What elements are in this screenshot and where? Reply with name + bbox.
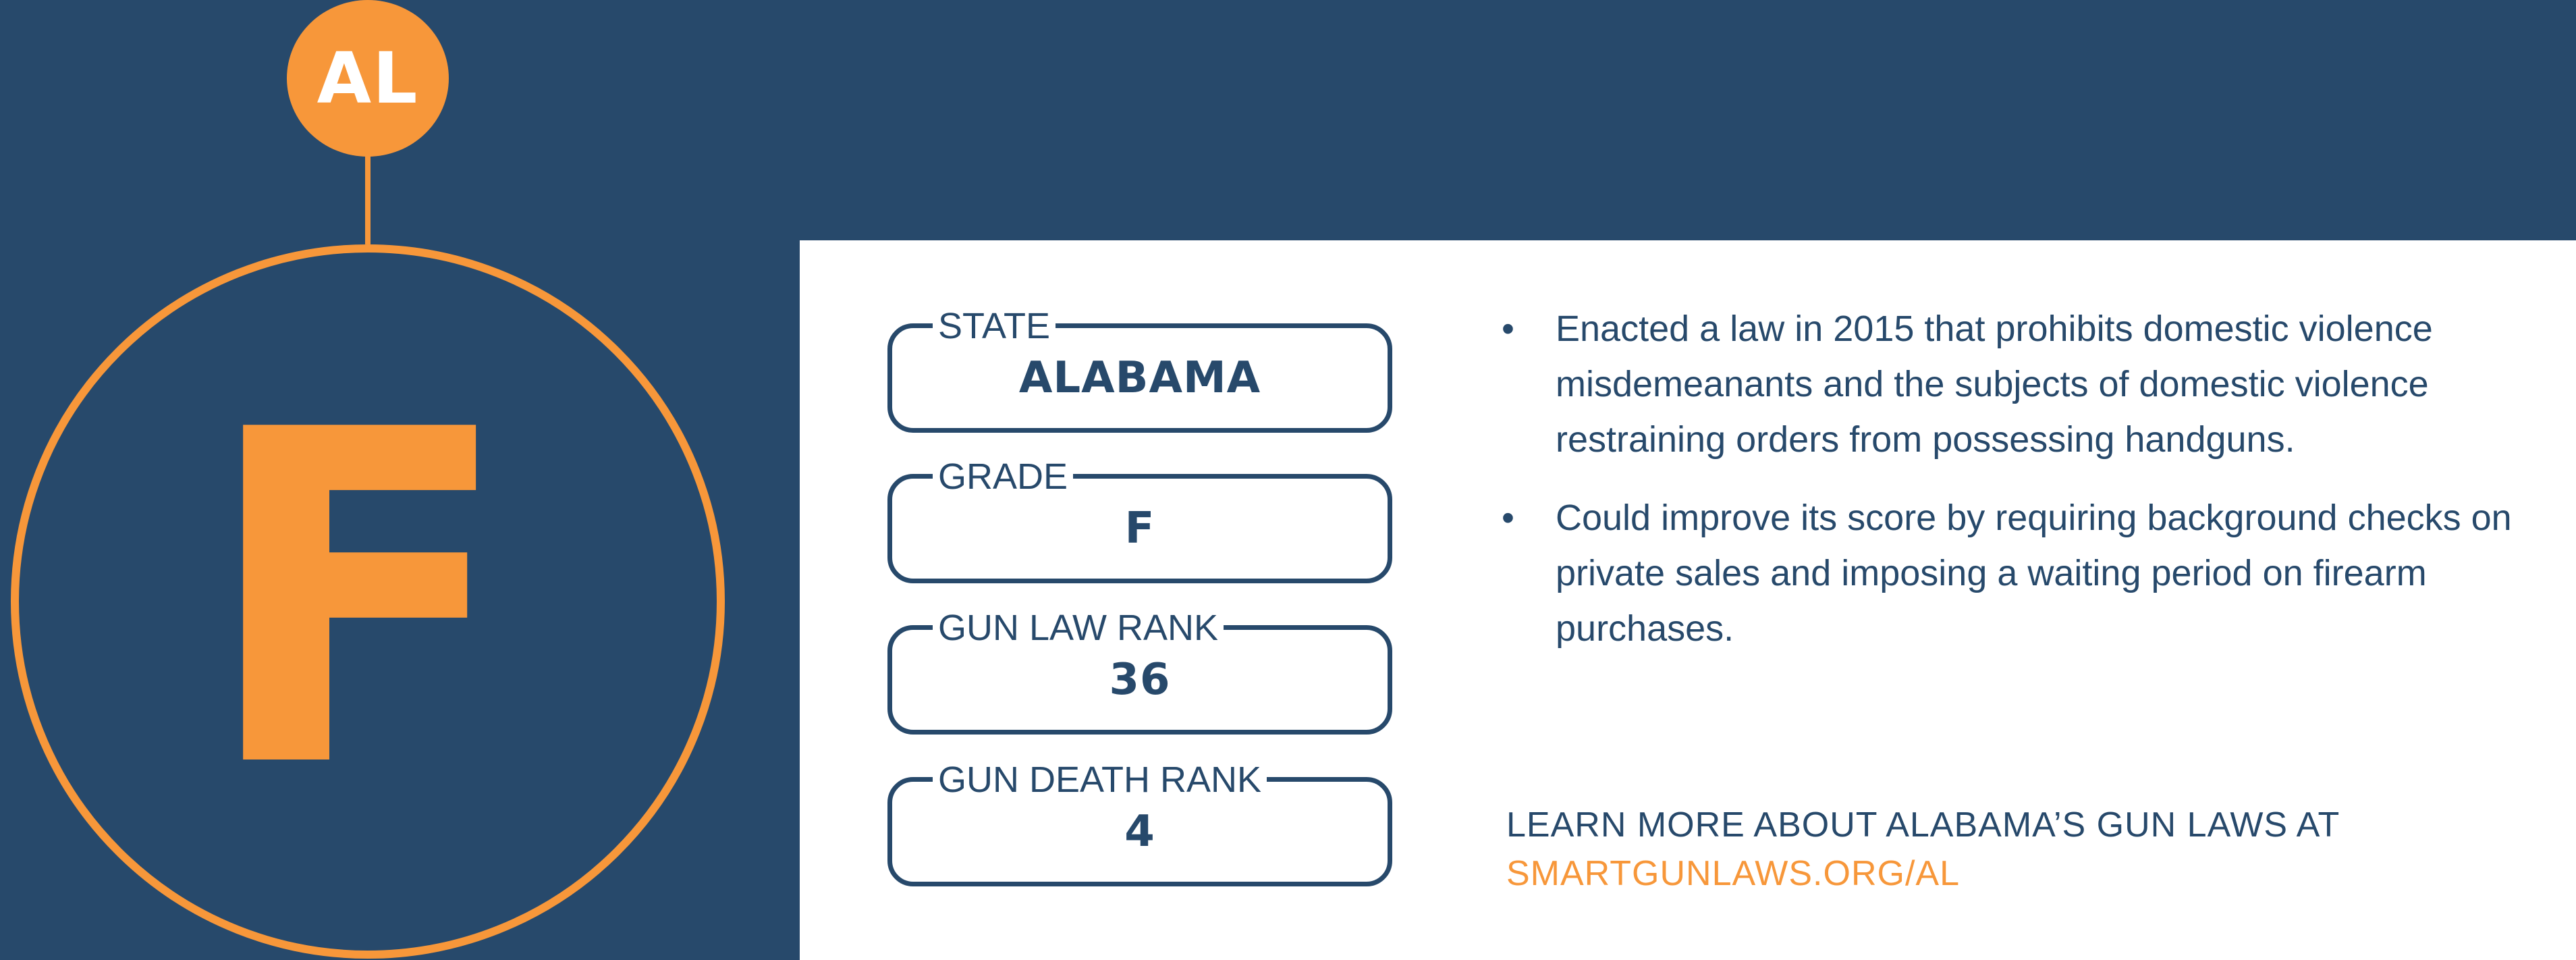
note-item <box>1502 301 2514 467</box>
notes-list <box>1502 301 2514 679</box>
bullet-icon: • <box>1502 309 1514 349</box>
state-abbreviation: AL <box>317 37 419 119</box>
learn-more-text: LEARN MORE ABOUT ALABAMA’S GUN LAWS AT <box>1506 805 2340 845</box>
state-field-value: ALABAMA <box>1018 353 1261 403</box>
note-text: Could improve its score by requiring background checks on private sales and imposing a waiting period on firearm purchases. <box>1556 498 2512 649</box>
gun-death-rank-field <box>887 759 1392 886</box>
grade-field-value: F <box>1124 504 1155 554</box>
state-field-label: STATE <box>933 301 1056 351</box>
big-grade-letter: F <box>200 334 515 868</box>
state-abbreviation-badge <box>287 0 449 157</box>
state-field <box>887 306 1392 433</box>
bullet-icon: • <box>1502 498 1514 538</box>
badge-connector-line <box>365 155 371 244</box>
gun-law-rank-field <box>887 608 1392 735</box>
note-text: Enacted a law in 2015 that prohibits domestic violence misdemeanants and the subjects of domestic violence restraining orders from possessing handguns. <box>1556 309 2433 460</box>
gun-law-rank-label: GUN LAW RANK <box>933 603 1224 653</box>
note-item <box>1502 490 2514 656</box>
grade-field-label: GRADE <box>933 452 1073 502</box>
gun-death-rank-value: 4 <box>1124 807 1155 857</box>
gun-law-rank-value: 36 <box>1109 655 1171 705</box>
smartgunlaws-link[interactable]: SMARTGUNLAWS.ORG/AL <box>1506 854 1960 893</box>
gun-death-rank-label: GUN DEATH RANK <box>933 755 1267 805</box>
info-card <box>800 240 2576 960</box>
grade-field <box>887 456 1392 583</box>
